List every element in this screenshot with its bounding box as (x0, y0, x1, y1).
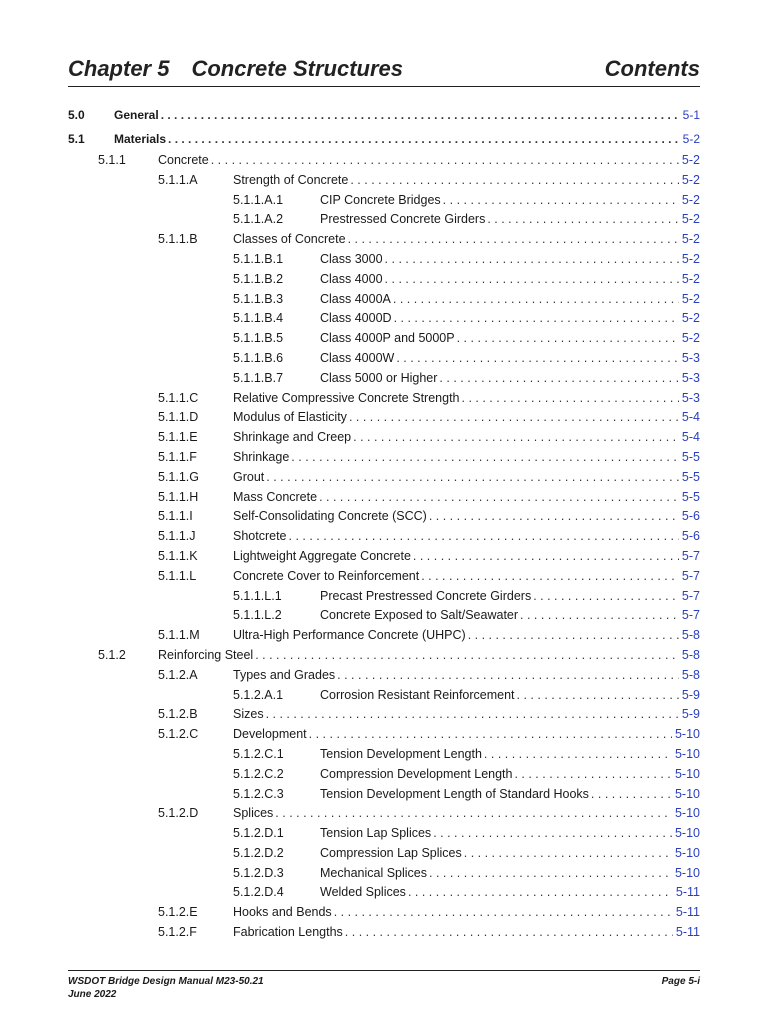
toc-entry[interactable] (68, 725, 700, 745)
toc-entry-number: 5.1.1.L.1 (233, 588, 282, 603)
footer-page-number: Page 5-i (661, 976, 700, 987)
toc-page-link[interactable]: 5-10 (674, 727, 700, 742)
toc-entry-title: Mass Concrete (233, 488, 319, 508)
toc-entry-line (114, 103, 700, 127)
toc-page-link[interactable]: 5-7 (681, 608, 700, 623)
toc-entry-number: 5.1.2.B (158, 707, 198, 722)
toc-entry-title: Tension Lap Splices (320, 824, 433, 844)
toc-leader-dots (266, 705, 679, 725)
toc-entry-line (233, 626, 700, 646)
toc-entry-title: Shrinkage (233, 448, 291, 468)
toc-page-link[interactable]: 5-2 (681, 251, 700, 266)
toc-entry[interactable] (68, 745, 700, 765)
toc-leader-dots (161, 103, 680, 127)
toc-entry[interactable] (68, 804, 700, 824)
toc-leader-dots (393, 290, 679, 310)
toc-entry-line (320, 745, 700, 765)
toc-entry-title: Class 4000A (320, 290, 393, 310)
toc-page-link[interactable]: 5-5 (681, 489, 700, 504)
toc-entry-title: Compression Development Length (320, 765, 514, 785)
toc-entry-line (320, 606, 700, 626)
toc-entry-line (320, 191, 700, 211)
toc-entry[interactable] (68, 127, 700, 151)
toc-entry-line (233, 230, 700, 250)
toc-entry-number: 5.1.1.I (158, 509, 193, 524)
toc-entry[interactable] (68, 103, 700, 127)
toc-page-link[interactable]: 5-8 (681, 667, 700, 682)
toc-entry-title: Shrinkage and Creep (233, 428, 353, 448)
toc-leader-dots (275, 804, 672, 824)
toc-leader-dots (349, 408, 679, 428)
toc-entry-line (320, 686, 700, 706)
toc-entry-line (233, 666, 700, 686)
toc-entry-number: 5.1.2.F (158, 925, 197, 940)
toc-entry-number: 5.1.1.B.2 (233, 271, 284, 286)
toc-entry-title: Class 4000 (320, 270, 385, 290)
toc-entry-title: Class 3000 (320, 250, 385, 270)
toc-entry-line (233, 408, 700, 428)
toc-entry-line (320, 824, 700, 844)
toc-leader-dots (289, 527, 679, 547)
toc-entry-line (320, 785, 700, 805)
toc-entry[interactable] (68, 290, 700, 310)
toc-entry-title: Self-Consolidating Concrete (SCC) (233, 507, 429, 527)
toc-entry[interactable] (68, 250, 700, 270)
toc-entry-number: 5.1.1.C (158, 390, 199, 405)
toc-entry-title: Lightweight Aggregate Concrete (233, 547, 413, 567)
toc-entry-number: 5.1.1.B.7 (233, 370, 284, 385)
toc-page-link[interactable]: 5-6 (681, 509, 700, 524)
toc-leader-dots (464, 844, 672, 864)
toc-entry-title: Modulus of Elasticity (233, 408, 349, 428)
toc-leader-dots (337, 666, 679, 686)
toc-page-link[interactable]: 5-10 (674, 865, 700, 880)
toc-entry-number: 5.1.2.D (158, 806, 199, 821)
toc-page-link[interactable]: 5-2 (681, 311, 700, 326)
toc-entry[interactable] (68, 171, 700, 191)
toc-leader-dots (520, 606, 679, 626)
toc-page-link[interactable]: 5-11 (675, 925, 700, 940)
toc-page-link[interactable]: 5-7 (681, 548, 700, 563)
toc-entry-number: 5.1.2.D.4 (233, 885, 284, 900)
toc-page-link[interactable]: 5-4 (681, 410, 700, 425)
toc-page-link[interactable]: 5-11 (675, 905, 700, 920)
toc-entry-line (233, 448, 700, 468)
toc-page-link[interactable]: 5-3 (681, 370, 700, 385)
toc-leader-dots (413, 547, 679, 567)
toc-entry-title: Classes of Concrete (233, 230, 348, 250)
toc-leader-dots (591, 785, 672, 805)
toc-entry-title: Class 4000W (320, 349, 396, 369)
toc-page-link[interactable]: 5-3 (681, 350, 700, 365)
toc-entry[interactable] (68, 428, 700, 448)
toc-entry[interactable] (68, 864, 700, 884)
toc-entry-line (320, 765, 700, 785)
toc-page-link[interactable]: 5-2 (682, 132, 700, 146)
toc-entry-line (114, 127, 700, 151)
toc-page-link[interactable]: 5-6 (681, 529, 700, 544)
toc-page-link[interactable]: 5-10 (674, 826, 700, 841)
toc-page-link[interactable]: 5-10 (674, 786, 700, 801)
toc-page-link[interactable]: 5-2 (681, 192, 700, 207)
toc-entry-line (233, 468, 700, 488)
toc-entry-title: Types and Grades (233, 666, 337, 686)
toc-leader-dots (484, 745, 672, 765)
toc-page-link[interactable]: 5-4 (681, 430, 700, 445)
toc-entry-number: 5.0 (68, 108, 85, 122)
toc-entry-title: Class 4000P and 5000P (320, 329, 457, 349)
toc-page-link[interactable]: 5-8 (681, 647, 700, 662)
toc-entry-number: 5.1.2.C.2 (233, 766, 284, 781)
chapter-heading (68, 56, 403, 82)
toc-entry-number: 5.1.1.B.5 (233, 331, 284, 346)
toc-entry-line (320, 270, 700, 290)
toc-leader-dots (533, 587, 679, 607)
toc-entry[interactable] (68, 547, 700, 567)
toc-entry-number: 5.1.1.E (158, 430, 198, 445)
toc-entry-line (233, 547, 700, 567)
toc-entry-line (233, 428, 700, 448)
toc-entry[interactable] (68, 587, 700, 607)
toc-entry-number: 5.1.2.D.1 (233, 826, 284, 841)
toc-entry-line (233, 923, 700, 943)
toc-entry-line (158, 646, 700, 666)
toc-entry-title: Mechanical Splices (320, 864, 429, 884)
toc-entry-number: 5.1.2.C.1 (233, 746, 284, 761)
toc-entry-number: 5.1.1 (98, 153, 126, 167)
toc-leader-dots (429, 507, 679, 527)
toc-entry-line (233, 488, 700, 508)
toc-entry[interactable] (68, 329, 700, 349)
toc-entry-line (320, 309, 700, 329)
toc-leader-dots (421, 567, 679, 587)
toc-leader-dots (468, 626, 679, 646)
toc-entry-number: 5.1.2.A (158, 667, 198, 682)
toc-leader-dots (457, 329, 679, 349)
toc-leader-dots (433, 824, 672, 844)
toc-leader-dots (439, 369, 679, 389)
toc-entry[interactable] (68, 369, 700, 389)
toc-entry[interactable] (68, 488, 700, 508)
toc-entry-number: 5.1.1.B (158, 232, 198, 247)
toc-page-link[interactable]: 5-10 (674, 806, 700, 821)
toc-entry-number: 5.1.1.A.1 (233, 192, 284, 207)
toc-entry-title: Shotcrete (233, 527, 289, 547)
toc-page-link[interactable]: 5-9 (681, 687, 700, 702)
toc-leader-dots (385, 270, 679, 290)
toc-entry-line (233, 903, 700, 923)
toc-leader-dots (394, 309, 679, 329)
toc-entry[interactable] (68, 903, 700, 923)
toc-entry-title: Development (233, 725, 309, 745)
table-of-contents (68, 103, 700, 943)
toc-entry-title: Concrete Cover to Reinforcement (233, 567, 421, 587)
toc-entry-title: Precast Prestressed Concrete Girders (320, 587, 533, 607)
toc-entry[interactable] (68, 844, 700, 864)
toc-leader-dots (462, 389, 679, 409)
toc-entry[interactable] (68, 923, 700, 943)
footer-date: June 2022 (68, 989, 117, 1000)
toc-entry[interactable] (68, 646, 700, 666)
toc-page-link[interactable]: 5-2 (681, 271, 700, 286)
toc-entry-title: Hooks and Bends (233, 903, 334, 923)
toc-leader-dots (319, 488, 679, 508)
toc-page-link[interactable]: 5-5 (681, 469, 700, 484)
toc-leader-dots (408, 883, 673, 903)
toc-entry-number: 5.1.1.L (158, 568, 197, 583)
toc-entry-line (320, 210, 700, 230)
toc-entry[interactable] (68, 824, 700, 844)
toc-entry-number: 5.1.1.A (158, 172, 198, 187)
toc-entry-title: Class 4000D (320, 309, 394, 329)
toc-entry-title: Fabrication Lengths (233, 923, 345, 943)
footer-manual: WSDOT Bridge Design Manual M23-50.21 (68, 976, 264, 987)
toc-leader-dots (309, 725, 672, 745)
toc-entry[interactable] (68, 448, 700, 468)
toc-entry-line (233, 527, 700, 547)
toc-entry-line (233, 725, 700, 745)
toc-entry-title: Corrosion Resistant Reinforcement (320, 686, 517, 706)
toc-entry-title: Reinforcing Steel (158, 646, 255, 666)
page-footer (68, 970, 700, 1000)
toc-entry-number: 5.1.1.B.6 (233, 350, 284, 365)
toc-entry-line (320, 883, 700, 903)
toc-page-link[interactable]: 5-1 (682, 108, 700, 122)
toc-entry-title: Tension Development Length (320, 745, 484, 765)
toc-entry[interactable] (68, 389, 700, 409)
toc-entry[interactable] (68, 349, 700, 369)
toc-entry-line (233, 567, 700, 587)
toc-entry-line (233, 804, 700, 824)
toc-entry-title: Class 5000 or Higher (320, 369, 439, 389)
toc-entry[interactable] (68, 705, 700, 725)
toc-entry-number: 5.1 (68, 132, 85, 146)
toc-entry-title: Materials (114, 127, 168, 151)
toc-entry-number: 5.1.1.G (158, 469, 199, 484)
toc-entry[interactable] (68, 270, 700, 290)
toc-entry-title: Compression Lap Splices (320, 844, 464, 864)
toc-entry-number: 5.1.2.C (158, 727, 199, 742)
toc-entry-line (233, 705, 700, 725)
toc-leader-dots (429, 864, 672, 884)
toc-entry-title: Splices (233, 804, 275, 824)
toc-entry-number: 5.1.2.D.3 (233, 865, 284, 880)
toc-leader-dots (255, 646, 679, 666)
toc-entry-line (233, 171, 700, 191)
toc-leader-dots (443, 191, 679, 211)
toc-page-link[interactable]: 5-3 (681, 390, 700, 405)
toc-entry-line (233, 389, 700, 409)
toc-leader-dots (353, 428, 679, 448)
toc-leader-dots (487, 210, 679, 230)
toc-entry[interactable] (68, 527, 700, 547)
toc-entry[interactable] (68, 309, 700, 329)
toc-entry[interactable] (68, 408, 700, 428)
toc-entry-number: 5.1.2.E (158, 905, 198, 920)
toc-entry[interactable] (68, 191, 700, 211)
toc-leader-dots (514, 765, 672, 785)
toc-entry-title: Prestressed Concrete Girders (320, 210, 487, 230)
toc-page-link[interactable]: 5-8 (681, 628, 700, 643)
toc-entry-number: 5.1.1.B.3 (233, 291, 284, 306)
toc-entry-title: CIP Concrete Bridges (320, 191, 443, 211)
toc-entry-number: 5.1.2.D.2 (233, 845, 284, 860)
toc-entry[interactable] (68, 626, 700, 646)
toc-entry[interactable] (68, 883, 700, 903)
toc-entry[interactable] (68, 765, 700, 785)
toc-page-link[interactable]: 5-2 (681, 291, 700, 306)
toc-entry-number: 5.1.2.A.1 (233, 687, 284, 702)
toc-entry[interactable] (68, 468, 700, 488)
toc-page-link[interactable]: 5-2 (681, 331, 700, 346)
toc-entry[interactable] (68, 567, 700, 587)
toc-entry-line (158, 151, 700, 171)
toc-page-link[interactable]: 5-7 (681, 588, 700, 603)
toc-leader-dots (334, 903, 673, 923)
toc-page-link[interactable]: 5-2 (681, 212, 700, 227)
toc-entry-line (320, 290, 700, 310)
toc-leader-dots (291, 448, 679, 468)
toc-entry[interactable] (68, 210, 700, 230)
toc-entry-line (320, 369, 700, 389)
toc-leader-dots (168, 127, 680, 151)
toc-entry-line (320, 329, 700, 349)
toc-entry-number: 5.1.1.K (158, 548, 198, 563)
toc-entry-title: General (114, 103, 161, 127)
toc-page-link[interactable]: 5-5 (681, 449, 700, 464)
toc-entry[interactable] (68, 151, 700, 171)
toc-entry[interactable] (68, 606, 700, 626)
toc-entry-title: Concrete Exposed to Salt/Seawater (320, 606, 520, 626)
toc-entry-title: Welded Splices (320, 883, 408, 903)
toc-entry-number: 5.1.2.C.3 (233, 786, 284, 801)
toc-page-link[interactable]: 5-2 (681, 172, 700, 187)
toc-entry[interactable] (68, 686, 700, 706)
toc-leader-dots (385, 250, 679, 270)
toc-entry-number: 5.1.1.A.2 (233, 212, 284, 227)
toc-leader-dots (345, 923, 673, 943)
toc-entry-line (320, 250, 700, 270)
chapter-title: Concrete Structures (191, 56, 403, 81)
toc-entry-number: 5.1.1.J (158, 529, 196, 544)
toc-entry-number: 5.1.1.F (158, 449, 197, 464)
toc-entry[interactable] (68, 785, 700, 805)
toc-entry-number: 5.1.1.M (158, 628, 200, 643)
toc-leader-dots (211, 151, 679, 171)
toc-page-link[interactable]: 5-10 (674, 766, 700, 781)
toc-entry-number: 5.1.1.D (158, 410, 199, 425)
toc-page-link[interactable]: 5-10 (674, 845, 700, 860)
toc-page-link[interactable]: 5-10 (674, 746, 700, 761)
toc-leader-dots (517, 686, 679, 706)
toc-entry-title: Ultra-High Performance Concrete (UHPC) (233, 626, 468, 646)
toc-page-link[interactable]: 5-11 (675, 885, 700, 900)
contents-label: Contents (604, 56, 700, 81)
toc-page-link[interactable]: 5-2 (681, 153, 700, 167)
toc-entry-number: 5.1.1.B.4 (233, 311, 284, 326)
toc-entry-title: Tension Development Length of Standard Hooks (320, 785, 591, 805)
toc-leader-dots (396, 349, 679, 369)
toc-leader-dots (348, 230, 679, 250)
toc-entry-number: 5.1.1.H (158, 489, 199, 504)
toc-entry-line (320, 844, 700, 864)
toc-entry[interactable] (68, 230, 700, 250)
toc-entry-title: Concrete (158, 151, 211, 171)
toc-entry-number: 5.1.1.B.1 (233, 251, 284, 266)
toc-entry-title: Relative Compressive Concrete Strength (233, 389, 462, 409)
page-header (68, 56, 700, 87)
toc-entry-title: Grout (233, 468, 266, 488)
toc-entry-title: Strength of Concrete (233, 171, 350, 191)
toc-page-link[interactable]: 5-7 (681, 568, 700, 583)
chapter-label: Chapter 5 (68, 56, 170, 81)
toc-entry-line (320, 864, 700, 884)
toc-entry-number: 5.1.2 (98, 647, 126, 662)
toc-entry[interactable] (68, 666, 700, 686)
toc-leader-dots (350, 171, 679, 191)
toc-leader-dots (266, 468, 679, 488)
toc-entry-title: Sizes (233, 705, 266, 725)
toc-page-link[interactable]: 5-9 (681, 707, 700, 722)
toc-entry-line (233, 507, 700, 527)
toc-page-link[interactable]: 5-2 (681, 232, 700, 247)
toc-entry-number: 5.1.1.L.2 (233, 608, 282, 623)
toc-entry-line (320, 349, 700, 369)
toc-entry-line (320, 587, 700, 607)
toc-entry[interactable] (68, 507, 700, 527)
